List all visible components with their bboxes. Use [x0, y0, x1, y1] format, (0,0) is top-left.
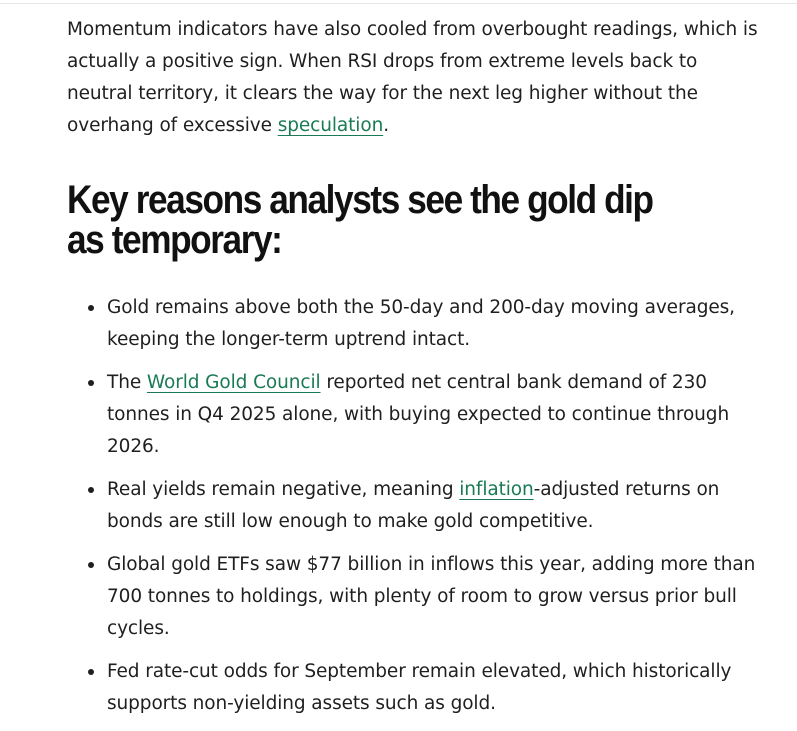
bullet-icon [88, 305, 94, 311]
top-divider [0, 3, 797, 4]
list-item-text: Gold remains above both the 50-day and 200-day moving averages, keeping the longer-term uptrend intact. [107, 297, 735, 350]
list-item-text-end: -adjusted returns on bonds are still low enough to make gold competitive. [107, 479, 720, 532]
bullet-icon [88, 487, 94, 493]
intro-paragraph [67, 14, 767, 142]
bullet-icon [88, 380, 94, 386]
bullet-icon [88, 669, 94, 675]
intro-text: Momentum indicators have also cooled from overbought readings, which is actually a positive sign. When RSI drops from extreme levels back to neutral territory, it clears the way for the next leg higher without the overhang of excessive [67, 19, 758, 136]
world-gold-council-link[interactable]: World Gold Council [146, 372, 321, 393]
list-item-text-end: reported net central bank demand of 230 tonnes in Q4 2025 alone, with buying expected to continue through 2026. [107, 372, 730, 457]
list-item [67, 367, 767, 463]
section-heading: Key reasons analysts see the gold dip as temporary: [67, 178, 653, 262]
inflation-link[interactable]: inflation [459, 479, 534, 500]
list-item [67, 549, 767, 645]
list-item [67, 474, 767, 538]
intro-text-end: . [383, 115, 389, 136]
reasons-list [67, 292, 767, 720]
list-item-text: Real yields remain negative, meaning [107, 479, 460, 500]
list-item [67, 656, 767, 720]
bullet-icon [88, 562, 94, 568]
list-item [67, 292, 767, 356]
list-item-text: The [107, 372, 147, 393]
article-body [67, 14, 767, 731]
list-item-text: Fed rate-cut odds for September remain elevated, which historically supports non-yielding assets such as gold. [107, 661, 732, 714]
list-item-text: Global gold ETFs saw $77 billion in inflows this year, adding more than 700 tonnes to holdings, with plenty of room to grow versus prior bull cycles. [107, 554, 756, 639]
speculation-link[interactable]: speculation [277, 115, 384, 136]
